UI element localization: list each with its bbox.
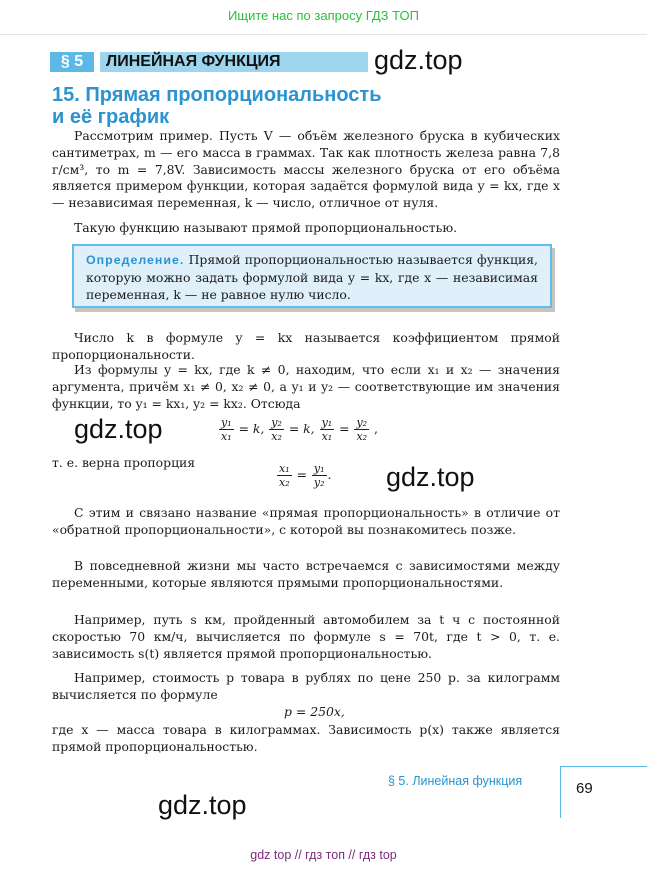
divider <box>0 34 647 35</box>
fraction: $\frac{\text{x₁}}{\text{x₂}}$ <box>279 462 290 489</box>
fraction: $\frac{\text{y₁}}{\text{x₁}}$ <box>221 416 232 443</box>
bottom-links[interactable]: gdz top // гдз топ // гдз top <box>250 848 397 862</box>
fraction: $\frac{\text{y₁}}{\text{y₂}}$ <box>313 462 325 489</box>
watermark: gdz.top <box>386 462 475 492</box>
watermark: gdz.top <box>374 45 463 75</box>
definition-label: Определение. <box>86 253 185 267</box>
paragraph: В повседневной жизни мы часто встречаемся с зависимостями между переменными, которые являются прямыми пропорциональностями. <box>52 558 560 590</box>
watermark: gdz.top <box>74 414 163 444</box>
page-number-frame-top <box>560 766 647 767</box>
paragraph: С этим и связано название «прямая пропорциональность» в отличие от «обратной пропорциональности», с которой вы познакомитесь позже. <box>52 505 560 537</box>
paragraph: Из формулы y = kx, где k ≠ 0, находим, что если x₁ и x₂ — значения аргумента, причём x₁ ≠ 0, x₂ ≠ 0, а y₁ и y₂ — соответствующие им значения функции, то y₁ = kx₁, y₂ = kx₂. Отсюда <box>52 362 560 411</box>
paragraph: где x — масса товара в килограммах. Зависимость p(x) также является прямой пропорциональностью. <box>52 722 560 754</box>
paragraph: Число k в формуле y = kx называется коэффициентом прямой пропорциональности. <box>52 330 560 362</box>
fraction: $\frac{\text{y₂}}{\text{x₂}}$ <box>271 416 282 443</box>
paragraph: Например, путь s км, пройденный автомобилем за t ч с постоянной скоростью 70 км/ч, вычисляется по формуле s = 70t, где t > 0, т. е. зависимость s(t) является прямой пропорциональностью. <box>52 612 560 661</box>
definition-text: Прямой пропорциональностью называется функция, которую можно задать формулой вида y = kx, где x — независимая переменная, k — не равное нулю число. <box>86 252 538 302</box>
definition-box <box>72 244 552 308</box>
formula-price: p = 250x, <box>284 704 345 719</box>
page-title <box>52 84 382 128</box>
page-number-frame-left <box>560 766 561 818</box>
fraction: $\frac{\text{y₂}}{\text{x₂}}$ <box>356 416 368 443</box>
paragraph: Например, стоимость p товара в рублях по цене 250 р. за килограмм вычисляется по формуле <box>52 670 560 702</box>
watermark: gdz.top <box>158 790 247 820</box>
paragraph: Рассмотрим пример. Пусть V — объём железного бруска в кубических сантиметрах, m — его масса в граммах. Так как плотность железа равна 7,8 г/см³, то m = 7,8V. Зависимость массы железного бруска от его объёма является примером функции, которая задаётся формулой вида y = kx, где x — независимая переменная, k — число, отличное от нуля. <box>52 128 560 211</box>
paragraph: Такую функцию называют прямой пропорциональностью. <box>74 220 458 235</box>
title-line-2: и её график <box>52 106 170 128</box>
search-banner[interactable]: Ищите нас по запросу ГДЗ ТОП <box>228 8 419 23</box>
section-number: § 5 <box>50 52 94 72</box>
paragraph: т. е. верна пропорция <box>52 455 196 470</box>
formula-proportion: $\frac{\text{x₁}}{\text{x₂}}$ = $\frac{\text{y₁}}{\text{y₂}}$ . <box>279 462 332 489</box>
footer-section-title: § 5. Линейная функция <box>388 774 523 788</box>
section-title: ЛИНЕЙНАЯ ФУНКЦИЯ <box>100 52 368 72</box>
page-number: 69 <box>576 780 593 797</box>
formula-ratios: $\frac{\text{y₁}}{\text{x₁}}$ = k, $\frac{\text{y₂}}{\text{x₂}}$ = k, $\frac{\text{y₁}}{\text{x₁}}$ = $\frac{\text{y₂}}{\text{x₂}}$ , <box>221 416 378 443</box>
fraction: $\frac{\text{y₁}}{\text{x₁}}$ <box>321 416 333 443</box>
title-line-1: 15. Прямая пропорциональность <box>52 84 382 106</box>
